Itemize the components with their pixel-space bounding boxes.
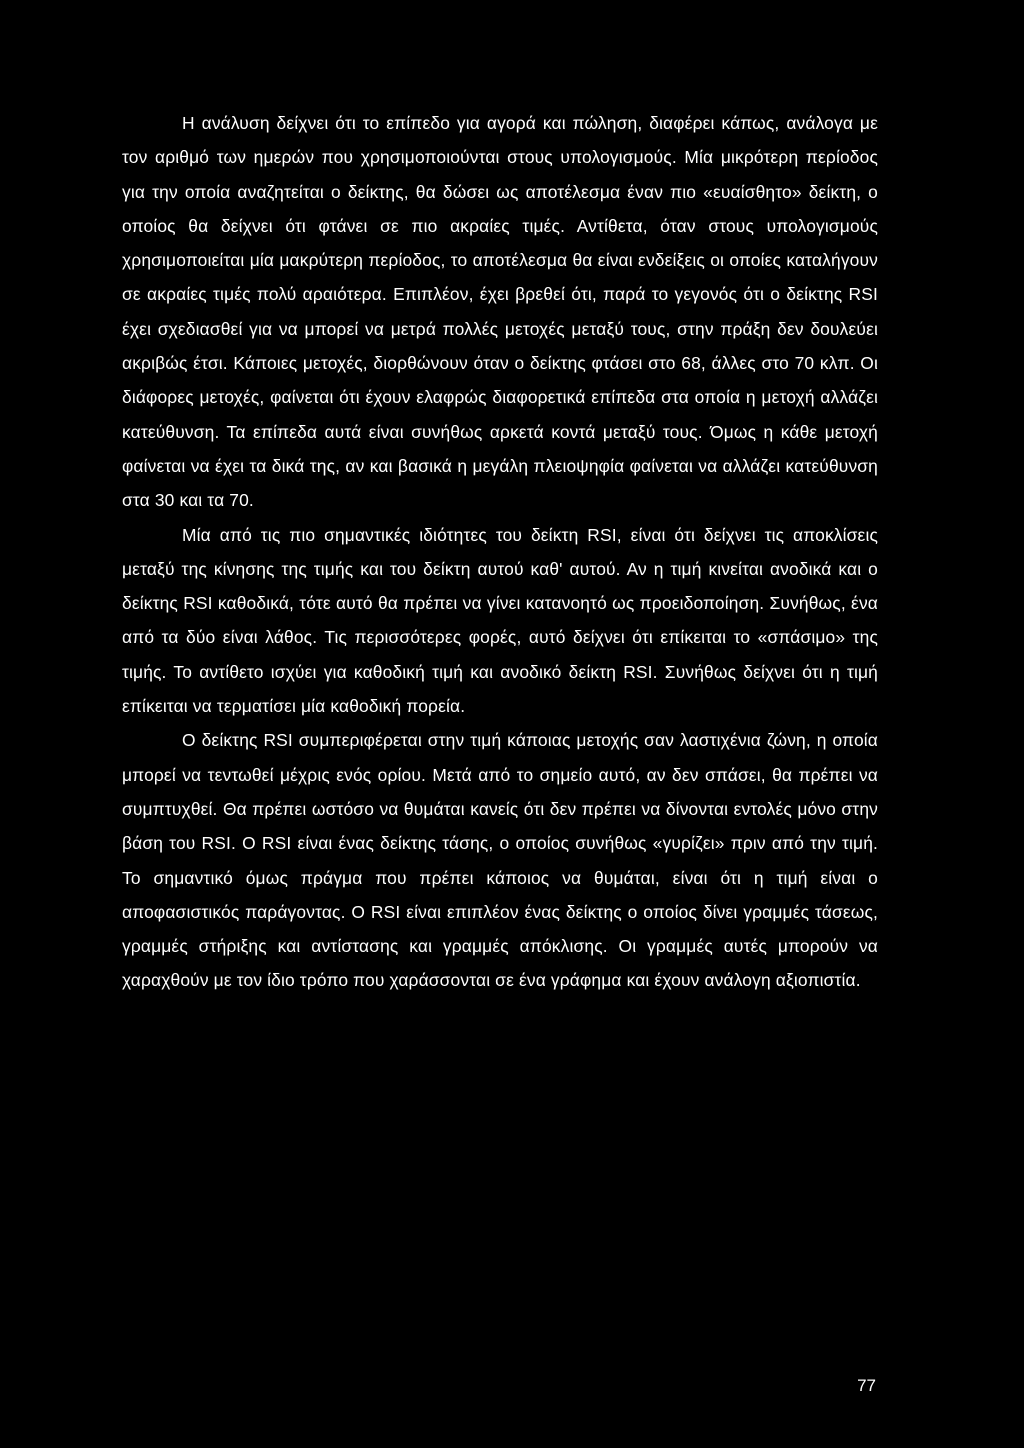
page-number: 77 [857,1376,876,1395]
paragraph-3: Ο δείκτης RSI συμπεριφέρεται στην τιμή κάποιας μετοχής σαν λαστιχένια ζώνη, η οποία μπορεί να τεντωθεί μέχρις ενός ορίου. Μετά από το σημείο αυτό, αν δεν σπάσει, θα πρέπει να συμπτυχθεί. Θα πρέπει ωστόσο να θυμάται κανείς ότι δεν πρέπει να δίνονται εντολές μόνο στην βάση του RSI. Ο RSI είναι ένας δείκτης τάσης, ο οποίος συνήθως «γυρίζει» πριν από την τιμή. Το σημαντικό όμως πράγμα που πρέπει κάποιος να θυμάται, είναι ότι η τιμή είναι ο αποφασιστικός παράγοντας. Ο RSI είναι επιπλέον ένας δείκτης ο οποίος δίνει γραμμές τάσεως, γραμμές στήριξης και αντίστασης και γραμμές απόκλισης. Οι γραμμές αυτές μπορούν να χαραχθούν με τον ίδιο τρόπο που χαράσσονται σε ένα γράφημα και έχουν ανάλογη αξιοπιστία. [122,730,878,991]
paragraph-1: Η ανάλυση δείχνει ότι το επίπεδο για αγορά και πώληση, διαφέρει κάπως, ανάλογα με τον αριθμό των ημερών που χρησιμοποιούνται στους υπολογισμούς. Μία μικρότερη περίοδος για την οποία αναζητείται ο δείκτης, θα δώσει ως αποτέλεσμα έναν πιο «ευαίσθητο» δείκτη, ο οποίος θα δείχνει ότι φτάνει σε πιο ακραίες τιμές. Αντίθετα, όταν στους υπολογισμούς χρησιμοποιείται μία μακρύτερη περίοδος, το αποτέλεσμα θα είναι ενδείξεις οι οποίες καταλήγουν σε ακραίες τιμές πολύ αραιότερα. Επιπλέον, έχει βρεθεί ότι, παρά το γεγονός ότι ο δείκτης RSI έχει σχεδιασθεί για να μπορεί να μετρά πολλές μετοχές μεταξύ τους, στην πράξη δεν δουλεύει ακριβώς έτσι. Κάποιες μετοχές, διορθώνουν όταν ο δείκτης φτάσει στο 68, άλλες στο 70 κλπ. Οι διάφορες μετοχές, φαίνεται ότι έχουν ελαφρώς διαφορετικά επίπεδα στα οποία η μετοχή αλλάζει κατεύθυνση. Τα επίπεδα αυτά είναι συνήθως αρκετά κοντά μεταξύ τους. Όμως η κάθε μετοχή φαίνεται να έχει τα δικά της, αν και βασικά η μεγάλη πλειοψηφία φαίνεται να αλλάζει κατεύθυνση στα 30 και τα 70. [122,113,878,511]
paragraph-2: Μία από τις πιο σημαντικές ιδιότητες του δείκτη RSI, είναι ότι δείχνει τις αποκλίσεις μεταξύ της κίνησης της τιμής και του δείκτη αυτού καθ' αυτού. Αν η τιμή κινείται ανοδικά και ο δείκτης RSI καθοδικά, τότε αυτό θα πρέπει να γίνει κατανοητό ως προειδοποίηση. Συνήθως, ένα από τα δύο είναι λάθος. Τις περισσότερες φορές, αυτό δείχνει ότι επίκειται το «σπάσιμο» της τιμής. Το αντίθετο ισχύει για καθοδική τιμή και ανοδικό δείκτη RSI. Συνήθως δείχνει ότι η τιμή επίκειται να τερματίσει μία καθοδική πορεία. [122,524,878,717]
body-text [122,106,878,998]
